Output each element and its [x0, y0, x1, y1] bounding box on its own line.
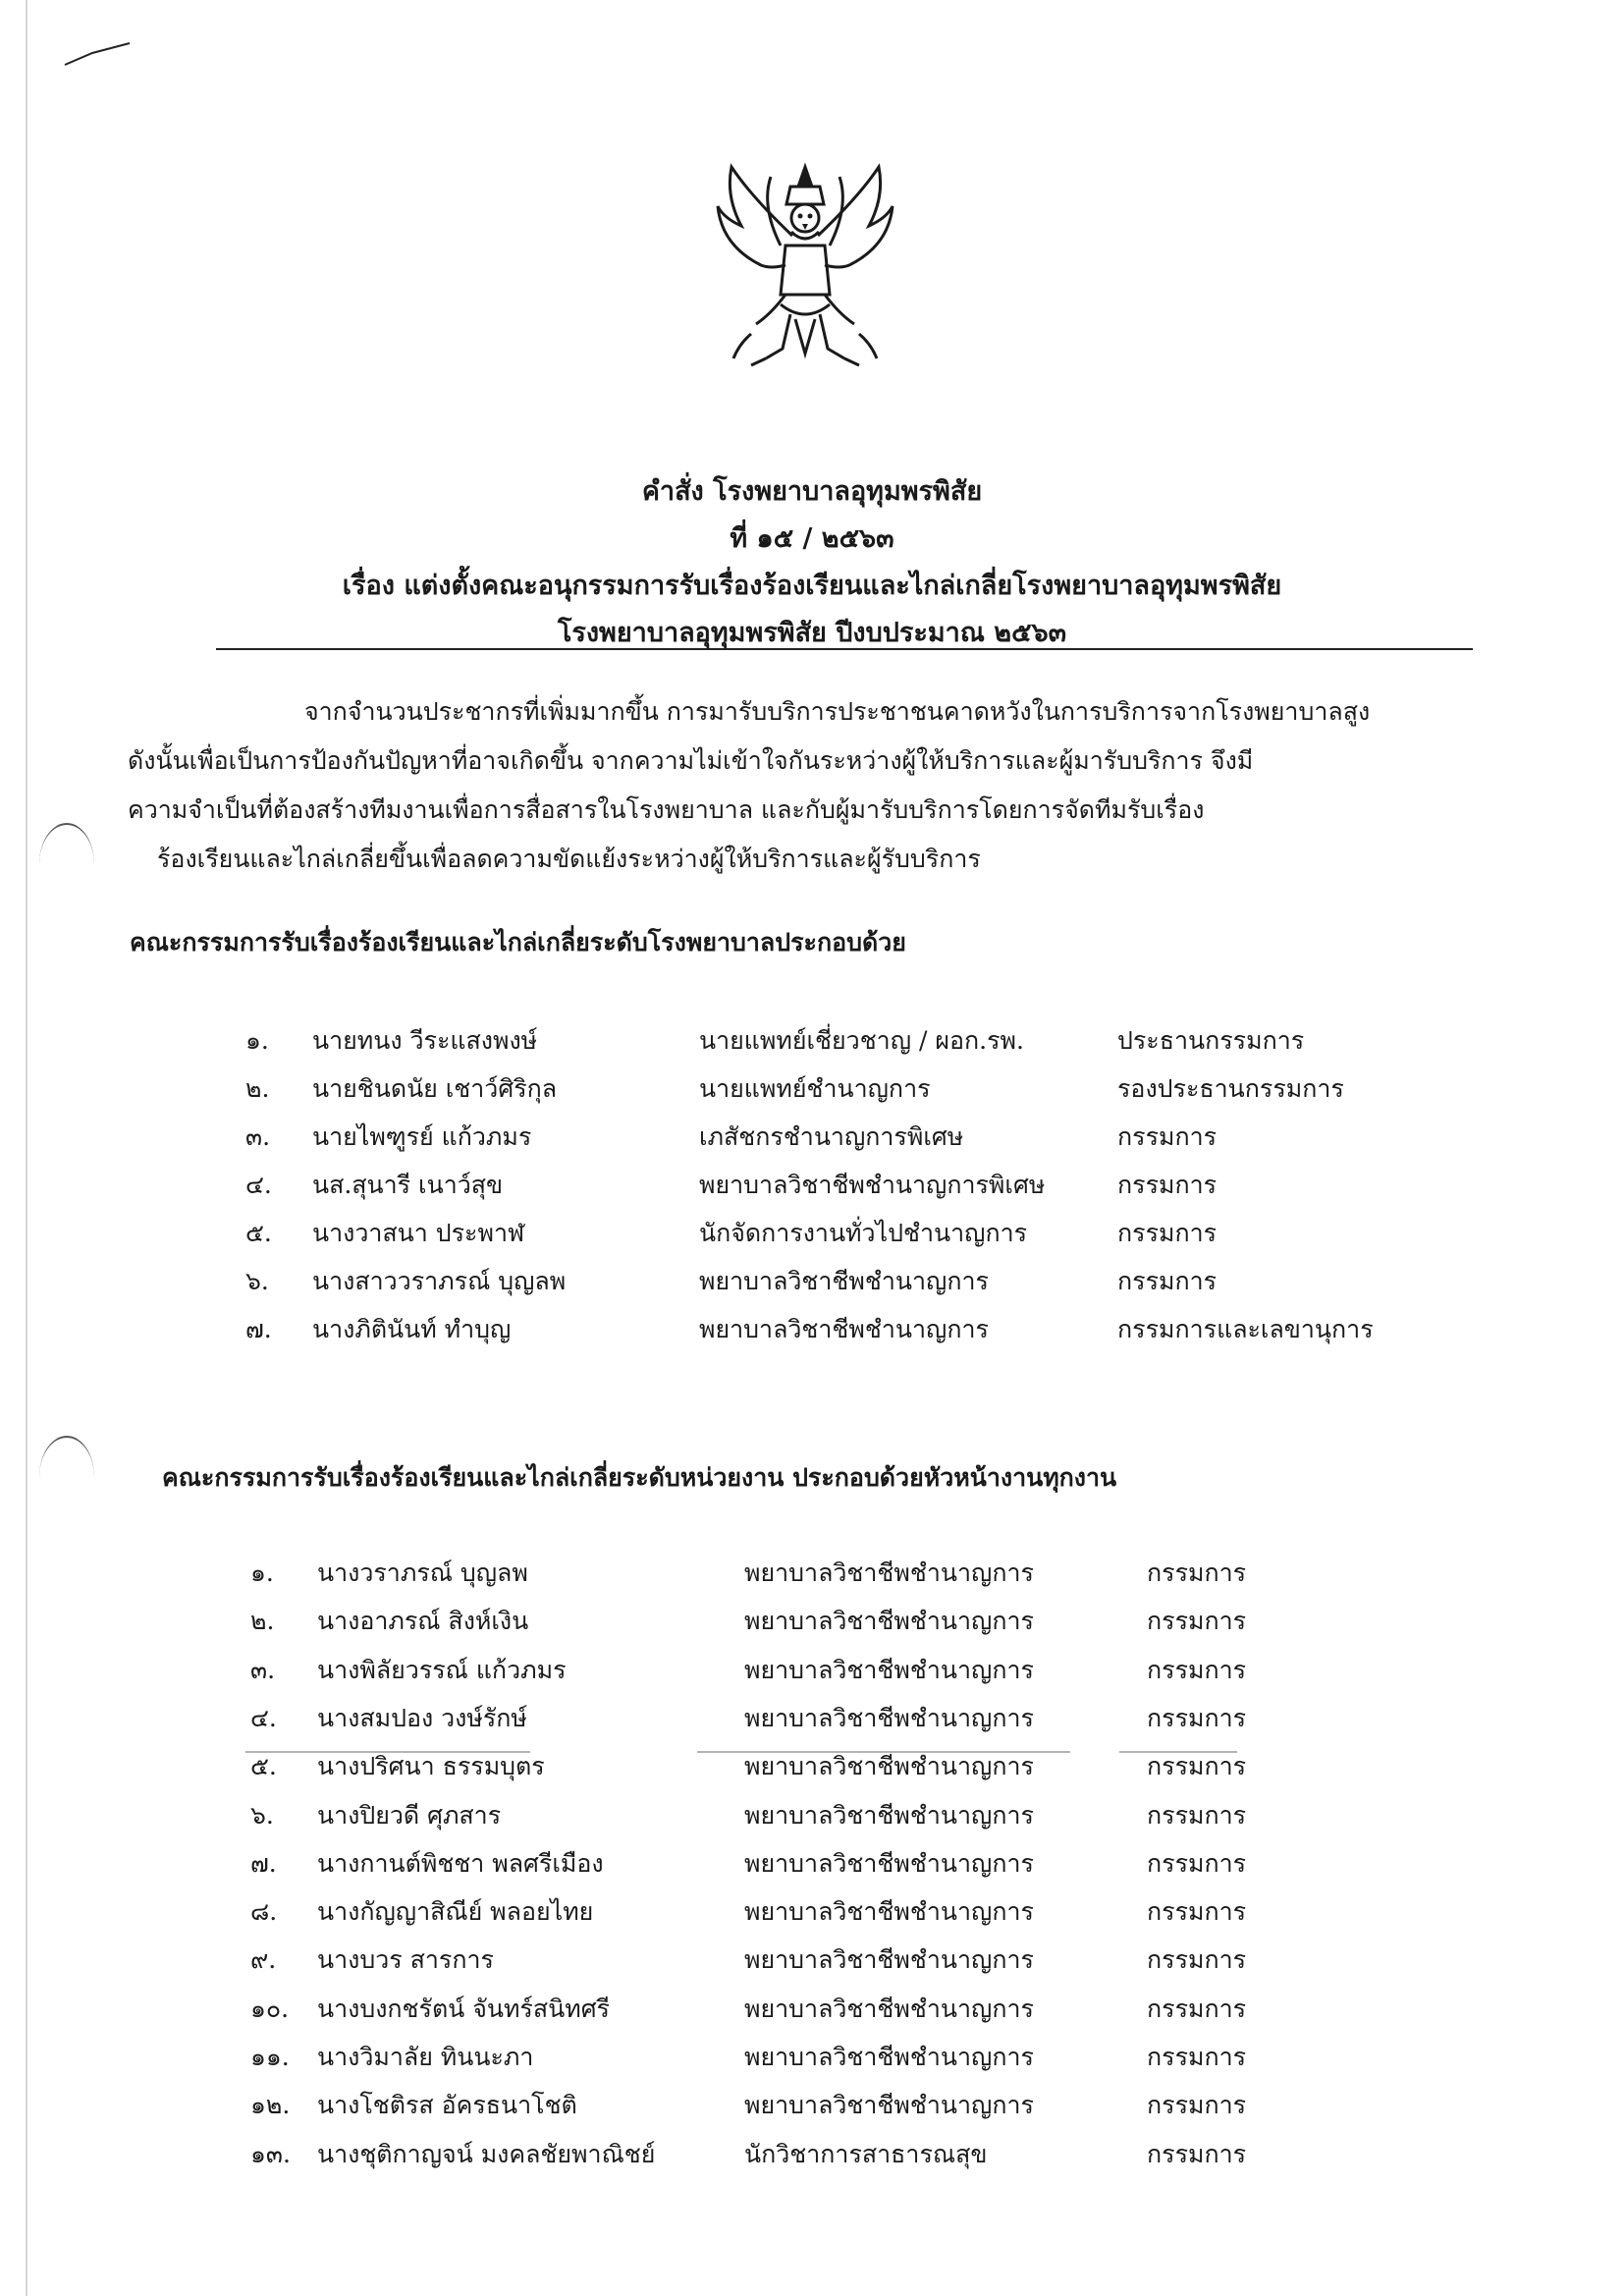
- member-number: ๒.: [245, 1074, 270, 1103]
- member-name: นางบงกชรัตน์ จันทร์สนิทศรี: [317, 1994, 610, 2023]
- member-number: ๒.: [250, 1607, 275, 1636]
- member-name: นางปิยวดี ศุภสาร: [317, 1800, 502, 1830]
- member-role: กรรมการ: [1147, 1607, 1247, 1636]
- member-number: ๘.: [250, 1897, 278, 1927]
- member-role: กรรมการ: [1147, 1800, 1247, 1830]
- member-role: กรรมการ: [1147, 1994, 1247, 2023]
- member-row: [0, 1796, 1624, 1835]
- member-row: [0, 1699, 1624, 1738]
- intro-line-2: ดังนั้นเพื่อเป็นการป้องกันปัญหาที่อาจเกิดขึ้น จากความไม่เข้าใจกันระหว่างผู้ให้บริการและผู้มารับบริการ จึงมี: [128, 746, 1254, 775]
- member-role: กรรมการ: [1147, 1897, 1247, 1927]
- member-row: [0, 1844, 1624, 1884]
- member-number: ๕.: [250, 1752, 277, 1781]
- member-number: ๙.: [250, 1945, 277, 1975]
- member-name: นางวราภรณ์ บุญลพ: [317, 1558, 528, 1587]
- punch-hole-bottom: [39, 1436, 94, 1477]
- member-name: นางกานต์พิชชา พลศรีเมือง: [317, 1848, 604, 1878]
- member-name: นายชินดนัย เชาว์ศิริกุล: [312, 1074, 558, 1103]
- header-divider: [216, 648, 1473, 650]
- member-position: นายแพทย์เชี่ยวชาญ / ผอก.รพ.: [699, 1026, 1024, 1055]
- order-number: ที่ ๑๕ / ๒๕๖๓: [730, 523, 894, 554]
- member-row: [0, 1118, 1624, 1157]
- member-name: นายทนง วีระแสงพงษ์: [312, 1026, 538, 1055]
- member-position: พยาบาลวิชาชีพชำนาญการ: [744, 1945, 1034, 1975]
- member-row: [0, 1651, 1624, 1690]
- member-number: ๕.: [245, 1219, 272, 1247]
- member-number: ๑๑.: [250, 2043, 290, 2071]
- member-number: ๗.: [245, 1315, 272, 1343]
- member-number: ๔.: [245, 1171, 272, 1199]
- member-role: กรรมการ: [1117, 1219, 1218, 1247]
- order-subject-line2: โรงพยาบาลอุทุมพรพิสัย ปีงบประมาณ ๒๕๖๓: [557, 618, 1067, 648]
- member-name: นางบวร สารการ: [317, 1945, 494, 1975]
- member-role: กรรมการ: [1117, 1122, 1218, 1151]
- member-role: กรรมการ: [1147, 2139, 1247, 2168]
- order-subject: เรื่อง แต่งตั้งคณะอนุกรรมการรับเรื่องร้องเรียนและไกล่เกลี่ยโรงพยาบาลอุทุมพรพิสัย: [342, 571, 1282, 601]
- member-position: พยาบาลวิชาชีพชำนาญการ: [744, 1655, 1034, 1684]
- member-position: เภสัชกรชำนาญการพิเศษ: [699, 1122, 964, 1151]
- pen-mark: [63, 39, 132, 69]
- member-row: [0, 2038, 1624, 2077]
- member-row: [0, 1941, 1624, 1980]
- member-position: พยาบาลวิชาชีพชำนาญการ: [744, 1848, 1034, 1878]
- member-position: พยาบาลวิชาชีพชำนาญการ: [744, 1994, 1034, 2023]
- intro-line-1: จากจำนวนประชากรที่เพิ่มมากขึ้น การมารับบริการประชาชนคาดหวังในการบริการจากโรงพยาบาลสูง: [304, 697, 1371, 726]
- intro-line-3: ความจำเป็นที่ต้องสร้างทีมงานเพื่อการสื่อสารในโรงพยาบาล และกับผู้มารับบริการโดยการจัดทีมรับเรื่อง: [128, 795, 1205, 824]
- intro-paragraph: [128, 687, 1483, 884]
- member-number: ๓.: [250, 1655, 276, 1684]
- member-position: พยาบาลวิชาชีพชำนาญการ: [744, 2043, 1034, 2071]
- member-name: นางชุติกาญจน์ มงคลชัยพาณิชย์: [317, 2139, 656, 2168]
- member-role: กรรมการ: [1117, 1171, 1218, 1199]
- member-role: กรรมการ: [1147, 1703, 1247, 1732]
- member-row: [0, 2086, 1624, 2125]
- member-position: พยาบาลวิชาชีพชำนาญการ: [744, 1558, 1034, 1587]
- member-position: พยาบาลวิชาชีพชำนาญการ: [744, 1897, 1034, 1927]
- member-position: พยาบาลวิชาชีพชำนาญการพิเศษ: [699, 1171, 1046, 1199]
- member-role: รองประธานกรรมการ: [1117, 1074, 1344, 1103]
- member-row: [0, 1602, 1624, 1641]
- member-row: [0, 1214, 1624, 1253]
- order-title: คำสั่ง โรงพยาบาลอุทุมพรพิสัย: [641, 476, 983, 507]
- member-position: นักวิชาการสาธารณสุข: [744, 2139, 988, 2168]
- member-role: ประธานกรรมการ: [1117, 1026, 1305, 1055]
- member-number: ๑๐.: [250, 1994, 290, 2023]
- member-number: ๑.: [245, 1026, 269, 1055]
- member-row: [0, 1892, 1624, 1932]
- member-number: ๓.: [245, 1122, 271, 1151]
- member-role: กรรมการ: [1147, 2091, 1247, 2120]
- member-role: กรรมการ: [1147, 1558, 1247, 1587]
- member-row: [0, 1990, 1624, 2029]
- member-number: ๗.: [250, 1848, 277, 1878]
- member-role: กรรมการ: [1147, 1655, 1247, 1684]
- member-row: [0, 1021, 1624, 1061]
- member-number: ๔.: [250, 1703, 277, 1732]
- member-row: [0, 1069, 1624, 1109]
- member-row: [0, 1554, 1624, 1593]
- member-position: พยาบาลวิชาชีพชำนาญการ: [699, 1315, 989, 1343]
- member-role: กรรมการ: [1147, 1848, 1247, 1878]
- member-name: นางสมปอง วงษ์รักษ์: [317, 1703, 527, 1732]
- member-role: กรรมการ: [1147, 1752, 1247, 1781]
- member-name: นางพิลัยวรรณ์ แก้วภมร: [317, 1655, 567, 1684]
- member-name: นางสาววราภรณ์ บุญลพ: [312, 1267, 567, 1295]
- member-name: นางโชติรส อัครธนาโชติ: [317, 2091, 577, 2120]
- member-name: นางภิตินันท์ ทำบุญ: [312, 1315, 512, 1343]
- member-row: [0, 1747, 1624, 1786]
- member-position: พยาบาลวิชาชีพชำนาญการ: [744, 1607, 1034, 1636]
- member-name: นางอาภรณ์ สิงห์เงิน: [317, 1607, 529, 1636]
- member-position: พยาบาลวิชาชีพชำนาญการ: [744, 1752, 1034, 1781]
- member-name: นายไพฑูรย์ แก้วภมร: [312, 1122, 532, 1151]
- member-name: นางวาสนา ประพาฬ: [312, 1219, 525, 1247]
- member-role: กรรมการและเลขานุการ: [1117, 1315, 1374, 1343]
- hospital-committee-heading: คณะกรรมการรับเรื่องร้องเรียนและไกล่เกลี่ยระดับโรงพยาบาลประกอบด้วย: [130, 928, 906, 957]
- member-position: พยาบาลวิชาชีพชำนาญการ: [744, 2091, 1034, 2120]
- member-role: กรรมการ: [1147, 2043, 1247, 2071]
- member-row: [0, 1310, 1624, 1349]
- unit-committee-heading: คณะกรรมการรับเรื่องร้องเรียนและไกล่เกลี่ยระดับหน่วยงาน ประกอบด้วยหัวหน้างานทุกงาน: [162, 1463, 1117, 1492]
- member-number: ๖.: [245, 1267, 269, 1295]
- member-position: นายแพทย์ชำนาญการ: [699, 1074, 931, 1103]
- member-role: กรรมการ: [1117, 1267, 1218, 1295]
- member-position: พยาบาลวิชาชีพชำนาญการ: [744, 1800, 1034, 1830]
- member-number: ๑๒.: [250, 2091, 291, 2120]
- member-number: ๖.: [250, 1800, 274, 1830]
- member-name: นส.สุนารี เนาว์สุข: [312, 1171, 504, 1199]
- member-position: พยาบาลวิชาชีพชำนาญการ: [744, 1703, 1034, 1732]
- intro-line-4: ร้องเรียนและไกล่เกลี่ยขึ้นเพื่อลดความขัดแย้งระหว่างผู้ให้บริการและผู้รับบริการ: [157, 845, 981, 873]
- member-number: ๑๓.: [250, 2139, 291, 2168]
- member-row: [0, 1166, 1624, 1205]
- garuda-emblem-icon: [712, 157, 898, 373]
- member-name: นางปริศนา ธรรมบุตร: [317, 1752, 545, 1781]
- member-role: กรรมการ: [1147, 1945, 1247, 1975]
- member-position: นักจัดการงานทั่วไปชำนาญการ: [699, 1219, 1028, 1247]
- member-row: [0, 1262, 1624, 1301]
- punch-hole-top: [39, 823, 94, 864]
- member-number: ๑.: [250, 1558, 274, 1587]
- member-row: [0, 2135, 1624, 2174]
- member-position: พยาบาลวิชาชีพชำนาญการ: [699, 1267, 989, 1295]
- member-name: นางวิมาลัย ทินนะภา: [317, 2043, 534, 2071]
- member-name: นางกัญญาสิณีย์ พลอยไทย: [317, 1897, 594, 1927]
